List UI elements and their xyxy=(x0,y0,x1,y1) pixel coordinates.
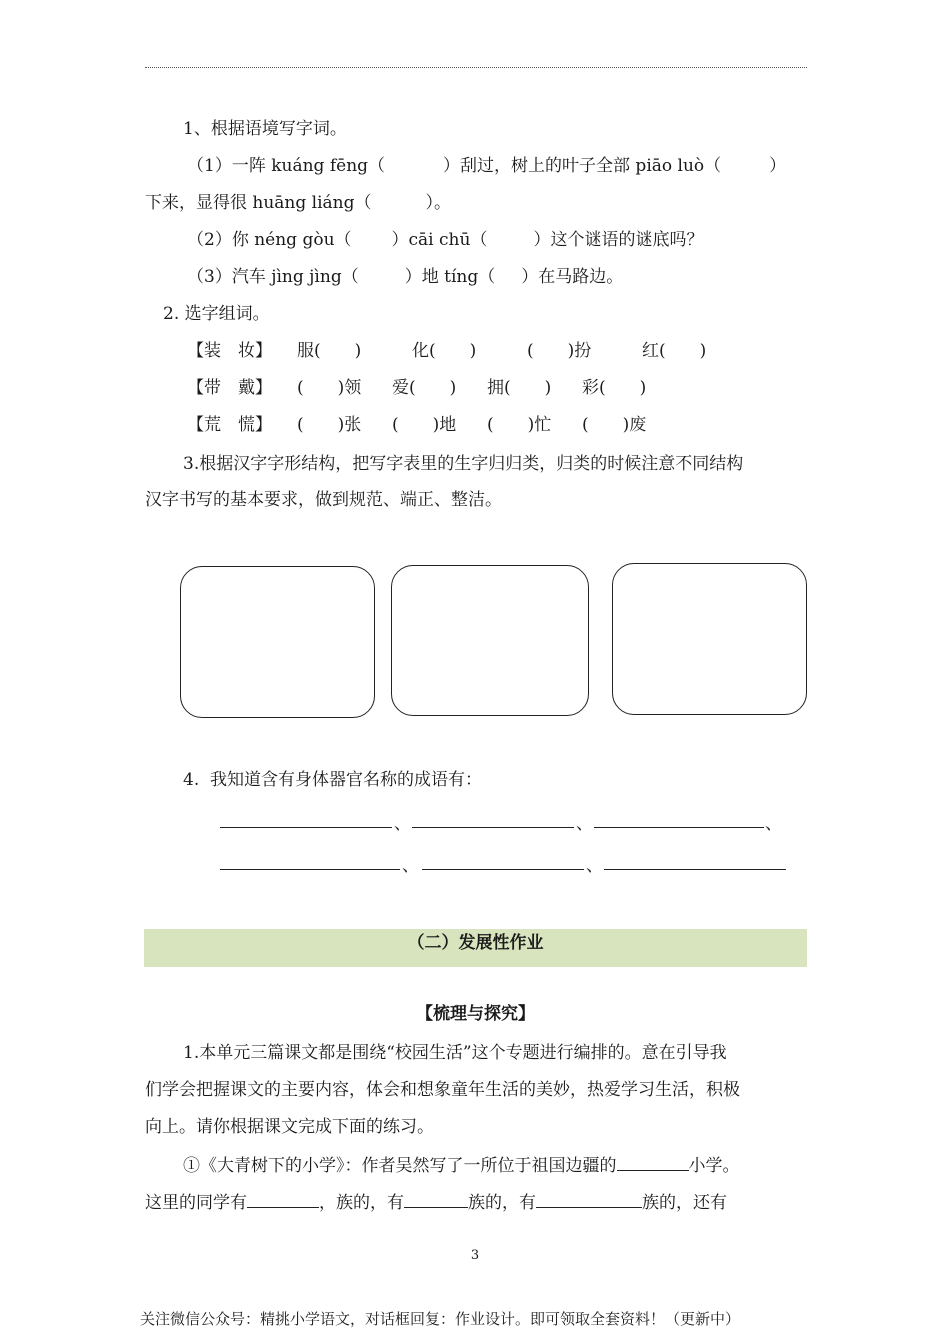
q2-row-3-item-4: ( )废 xyxy=(582,415,647,435)
q2-title: 2. 选字组词。 xyxy=(163,304,270,324)
idiom-blank-3[interactable] xyxy=(594,827,764,828)
idiom-separator: 、 xyxy=(765,814,782,834)
q3-line-2: 汉字书写的基本要求，做到规范、端正、整洁。 xyxy=(145,490,502,510)
q2-row-1-item-2: 化( ) xyxy=(412,341,477,361)
idiom-separator: 、 xyxy=(394,814,411,834)
idiom-blank-5[interactable] xyxy=(422,869,584,870)
header-dotted-rule xyxy=(145,67,807,68)
idiom-separator: 、 xyxy=(586,856,603,876)
sort-box-1[interactable] xyxy=(180,566,375,718)
sort-box-3[interactable] xyxy=(612,563,807,715)
dev-paragraph-line-1: 1.本单元三篇课文都是围绕“校园生活”这个专题进行编排的。意在引导我 xyxy=(183,1043,727,1063)
q2-row-2-label: 【带 戴】 xyxy=(187,378,272,398)
q2-row-3-item-2: ( )地 xyxy=(392,415,457,435)
q2-row-2-item-4: 彩( ) xyxy=(582,378,647,398)
q2-row-3-item-3: ( )忙 xyxy=(487,415,552,435)
q2-row-1-label: 【装 妆】 xyxy=(187,341,272,361)
q2-row-3-label: 【荒 慌】 xyxy=(187,415,272,435)
dev-paragraph-line-2: 们学会把握课文的主要内容，体会和想象童年生活的美妙，热爱学习生活，积极 xyxy=(145,1080,740,1100)
idiom-blank-6[interactable] xyxy=(604,869,786,870)
q1-sentence-1-cont: 下来，显得很 huāng liáng（ ）。 xyxy=(145,193,452,213)
page-number: 3 xyxy=(470,1248,480,1263)
q2-row-2-item-2: 爱( ) xyxy=(392,378,457,398)
idiom-blank-2[interactable] xyxy=(412,827,574,828)
idiom-blank-4[interactable] xyxy=(220,869,400,870)
q1-title: 1、根据语境写字词。 xyxy=(183,119,347,139)
q2-row-1-item-4: 红( ) xyxy=(642,341,707,361)
q3-line-1: 3.根据汉字字形结构，把写字表里的生字归归类，归类的时候注意不同结构 xyxy=(183,454,744,474)
q2-row-2-item-3: 拥( ) xyxy=(487,378,552,398)
q2-row-2-item-1: ( )领 xyxy=(297,378,362,398)
section-banner-title: （二）发展性作业 xyxy=(407,933,544,953)
dev-question-1: ①《大青树下的小学》：作者吴然写了一所位于祖国边疆的 小学。 xyxy=(183,1156,740,1176)
idiom-blank-1[interactable] xyxy=(220,827,392,828)
q4-title: 4. 我知道含有身体器官名称的成语有： xyxy=(183,770,483,790)
sort-box-2[interactable] xyxy=(391,565,589,716)
q1-sentence-1: （1）一阵 kuáng fēng（ ）刮过，树上的叶子全部 piāo luò（ ） xyxy=(187,156,787,176)
q2-row-3-item-1: ( )张 xyxy=(297,415,362,435)
blank-school-name[interactable] xyxy=(617,1154,689,1171)
dev-question-1-cont: 这里的同学有 ，族的，有 族的，有 族的，还有 xyxy=(145,1193,727,1213)
q1-sentence-3: （3）汽车 jìng jìng（ ）地 tíng（ ）在马路边。 xyxy=(187,267,624,287)
q2-row-1-item-3: ( )扮 xyxy=(527,341,592,361)
idiom-separator: 、 xyxy=(402,856,419,876)
blank-ethnic-2[interactable] xyxy=(404,1191,468,1208)
blank-ethnic-1[interactable] xyxy=(247,1191,319,1208)
q1-sentence-2: （2）你 néng gòu（ ）cāi chū（ ）这个谜语的谜底吗？ xyxy=(187,230,704,250)
q2-row-1-item-1: 服( ) xyxy=(297,341,362,361)
subsection-title: 【梳理与探究】 xyxy=(416,1004,535,1024)
blank-ethnic-3[interactable] xyxy=(536,1191,642,1208)
footer-notice: 关注微信公众号：精挑小学语文，对话框回复：作业设计。即可领取全套资料！（更新中） xyxy=(140,1310,741,1328)
dev-paragraph-line-3: 向上。请你根据课文完成下面的练习。 xyxy=(145,1117,434,1137)
idiom-separator: 、 xyxy=(576,814,593,834)
